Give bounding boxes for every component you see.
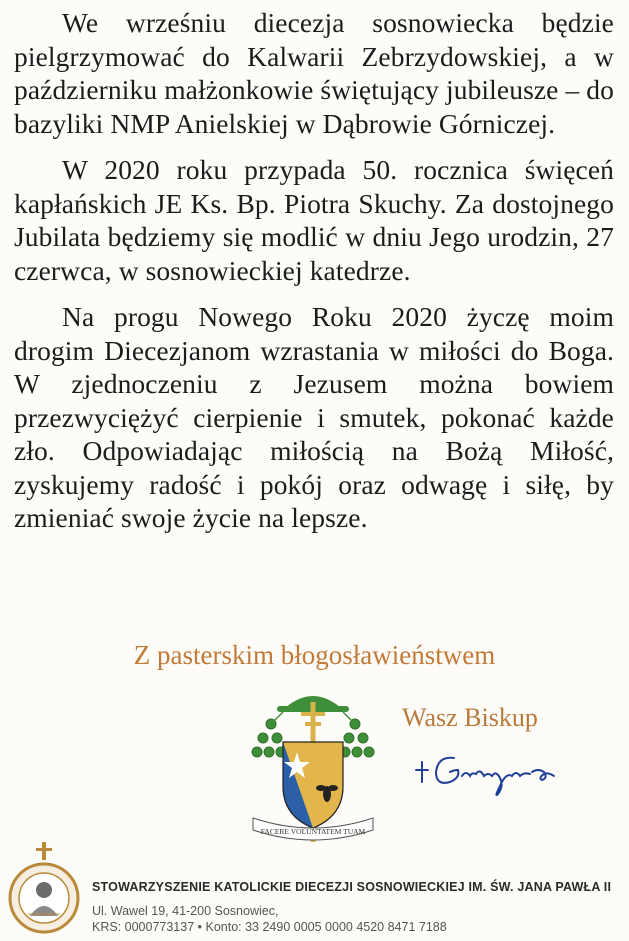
bishop-coat-of-arms-icon — [243, 686, 383, 856]
footer-registry: KRS: 0000773137 • Konto: 33 2490 0005 0000 4520 8471 7188 — [92, 920, 447, 934]
association-logo-icon — [8, 840, 80, 936]
paragraph-1: We wrześniu diecezja sosnowiecka będzie pielgrzymować do Kalwarii Zebrzydowskiej, a w październiku małżonkowie świętujący jubileusze – do bazyliki NMP Anielskiej w Dąbrowie Górniczej. — [14, 7, 614, 139]
footer-organization: STOWARZYSZENIE KATOLICKIE DIECEZJI SOSNOWIECKIEJ IM. ŚW. JANA PAWŁA II — [92, 880, 612, 894]
signoff: Wasz Biskup — [402, 703, 538, 732]
letter-body — [14, 6, 614, 548]
handwritten-signature-icon — [398, 742, 598, 802]
coat-motto: FACERE VOLUNTATEM TUAM — [260, 827, 366, 836]
paragraph-2: W 2020 roku przypada 50. rocznica święceń kapłańskich JE Ks. Bp. Piotra Skuchy. Za dostojnego Jubilata będziemy się modlić w dniu Jego urodzin, 27 czerwca, w sosnowieckiej katedrze. — [14, 154, 614, 286]
closing-blessing: Z pasterskim błogosławieństwem — [133, 640, 496, 670]
paragraph-3: Na progu Nowego Roku 2020 życzę moim drogim Diecezjanom wzrastania w miłości do Boga. W zjednoczeniu z Jezusem można bowiem przezwyciężyć cierpienie i smutek, pokonać każde zło. Odpowiadając miłością na Bożą Miłość, zyskujemy radość i pokój oraz odwagę i siłę, by zmieniać swoje życie na lepsze. — [14, 301, 614, 533]
footer-address: Ul. Wawel 19, 41-200 Sosnowiec, — [92, 904, 279, 918]
